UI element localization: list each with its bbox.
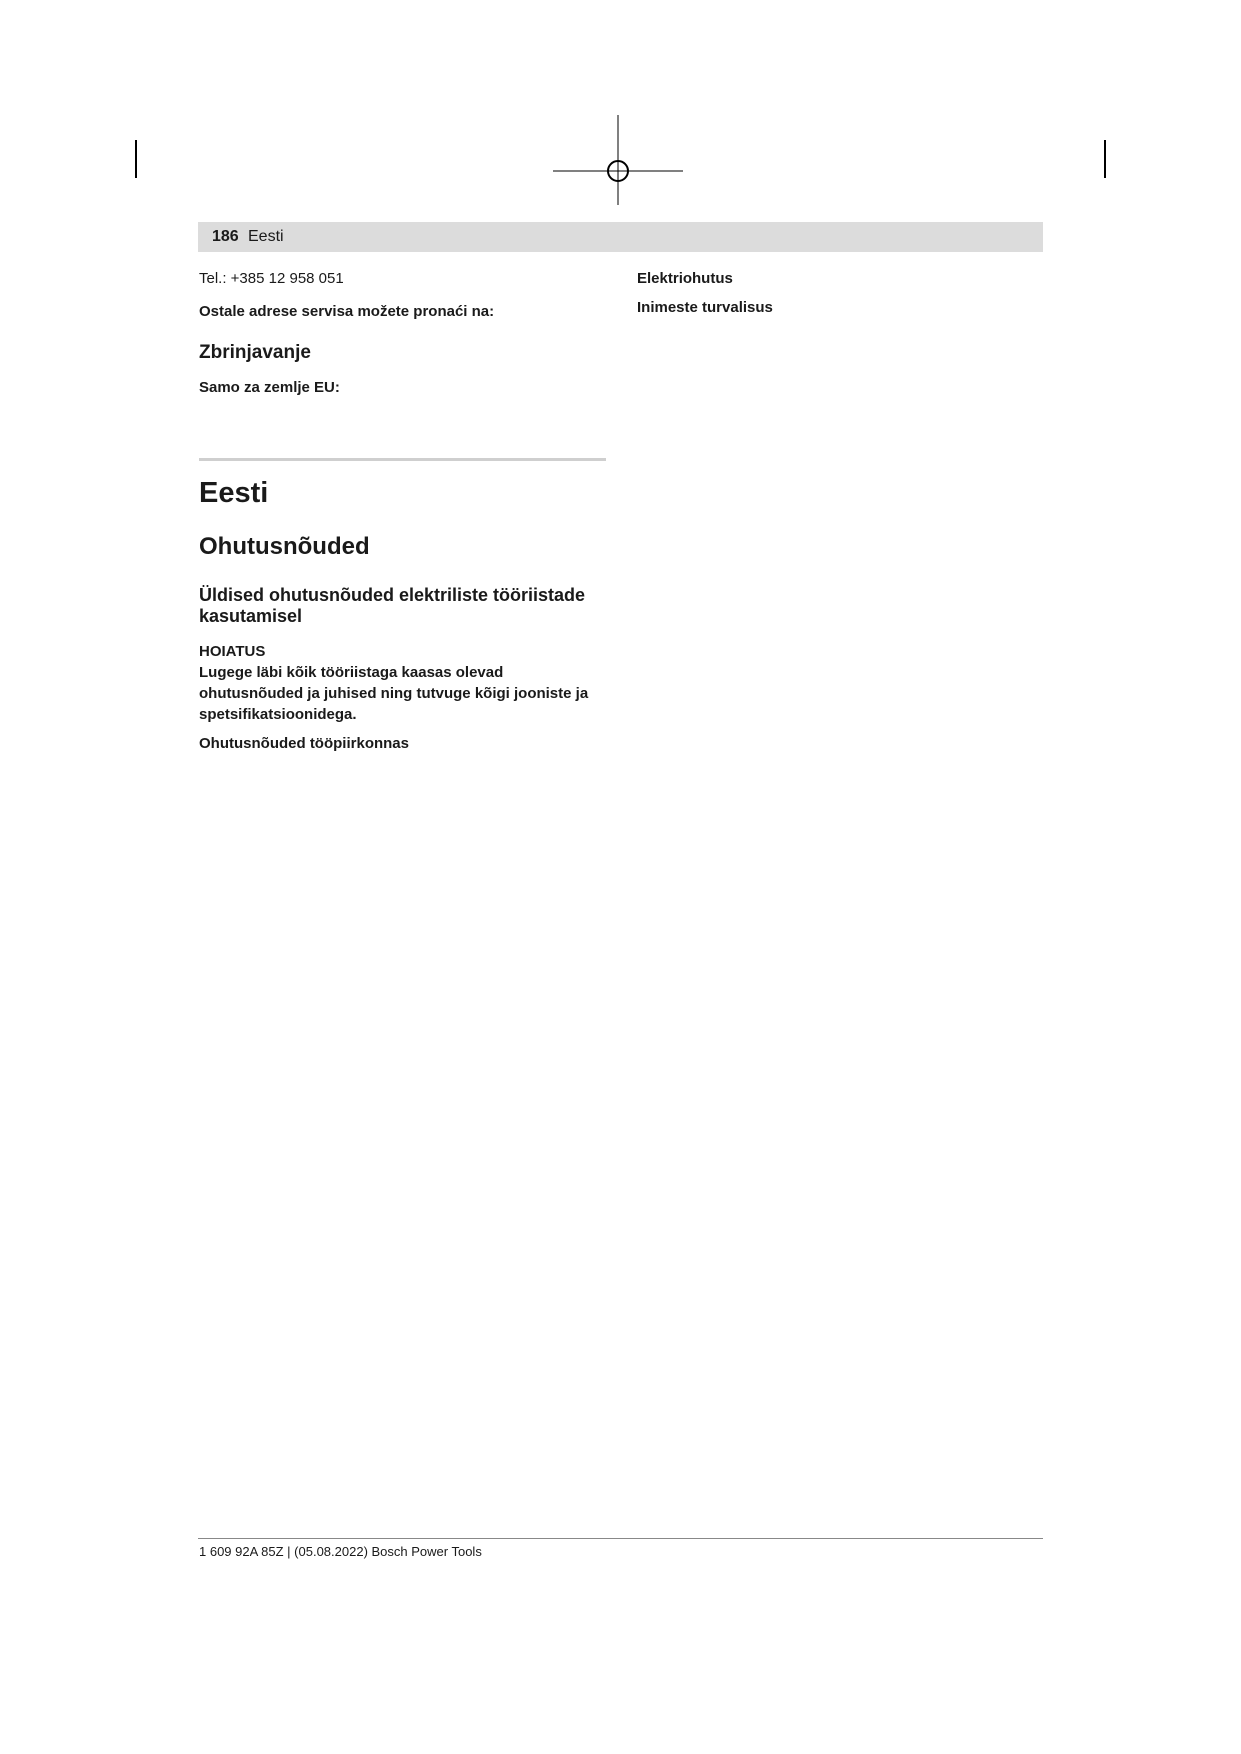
crop-mark <box>1104 140 1106 178</box>
header-section: Eesti <box>248 228 284 245</box>
general-title: Üldised ohutusnõuded elektriliste tööriistade kasutamisel <box>199 585 586 626</box>
warning-text: Lugege läbi kõik tööriistaga kaasas olevad ohutusnõuded ja juhised ning tutvuge kõigi jooniste ja spetsifikatsioonidega. <box>199 664 589 723</box>
page-header <box>198 222 1043 252</box>
section-divider <box>199 458 606 461</box>
person-heading: Inimeste turvalisus <box>637 299 773 316</box>
page-footer: 1 609 92A 85Z | (05.08.2022) Bosch Power Tools <box>199 1544 482 1559</box>
crop-mark <box>135 140 137 178</box>
safety-title: Ohutusnõuded <box>199 533 370 560</box>
elec-heading: Elektriohutus <box>637 270 733 287</box>
language-title: Eesti <box>199 477 269 509</box>
page-number: 186 <box>212 228 239 245</box>
disposal-heading: Zbrinjavanje <box>199 342 311 363</box>
left-column <box>199 268 609 754</box>
contact-line: Tel.: +385 12 958 051 <box>199 270 344 287</box>
work-area-heading: Ohutusnõuded tööpiirkonnas <box>199 735 409 752</box>
eu-heading: Samo za zemlje EU: <box>199 379 340 396</box>
warning-label: HOIATUS <box>199 643 266 660</box>
right-column <box>637 268 1042 318</box>
registration-mark-icon <box>553 115 683 205</box>
footer-rule <box>198 1538 1043 1539</box>
service-heading: Ostale adrese servisa možete pronaći na: <box>199 303 495 320</box>
